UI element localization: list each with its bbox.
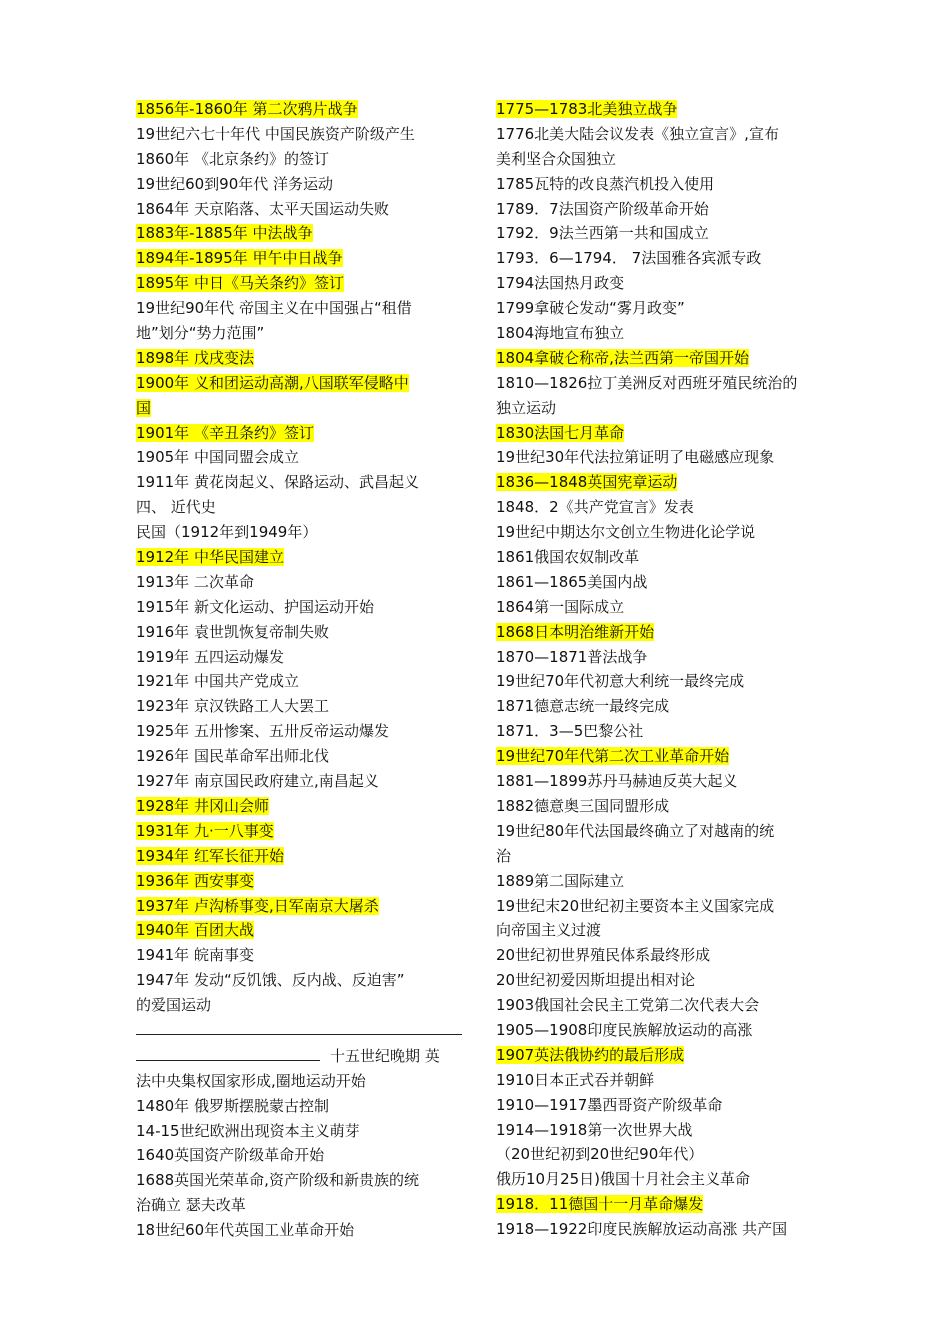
timeline-entry xyxy=(496,819,826,844)
timeline-entry xyxy=(496,445,826,470)
entry-text: 1688英国光荣革命,资产阶级和新贵族的统 xyxy=(136,1171,419,1190)
timeline-entry xyxy=(136,445,466,470)
entry-text: 19世纪70年代初意大利统一最终完成 xyxy=(496,672,745,691)
timeline-entry xyxy=(136,918,466,943)
highlighted-entry-text: 1900年 义和团运动高潮,八国联军侵略中 xyxy=(136,373,409,392)
entry-text: 1776北美大陆会议发表《独立宣言》,宣布 xyxy=(496,124,779,143)
entry-text: 1925年 五卅惨案、五卅反帝运动爆发 xyxy=(136,722,389,741)
entry-text: 民国（1912年到1949年） xyxy=(136,523,318,542)
timeline-entry xyxy=(136,371,466,396)
timeline-entry xyxy=(496,172,826,197)
timeline-entry xyxy=(136,669,466,694)
highlighted-entry-text: 国 xyxy=(136,398,152,417)
entry-text: 1861—1865美国内战 xyxy=(496,572,648,591)
timeline-entry xyxy=(496,346,826,371)
entry-text: 1861俄国农奴制改革 xyxy=(496,548,640,567)
entry-text: 19世纪中期达尔文创立生物进化论学说 xyxy=(496,523,756,542)
entry-text: 1889第二国际建立 xyxy=(496,871,625,890)
timeline-entry xyxy=(496,197,826,222)
entry-text: 20世纪初世界殖民体系最终形成 xyxy=(496,946,711,965)
highlighted-entry-text: 1856年-1860年 第二次鸦片战争 xyxy=(136,100,358,118)
entry-text: 1870—1871普法战争 xyxy=(496,647,648,666)
highlighted-entry-text: 1775—1783北美独立战争 xyxy=(496,100,678,118)
timeline-entry xyxy=(136,943,466,968)
entry-text: 1799拿破仑发动“雾月政变” xyxy=(496,299,685,318)
entry-text: 1915年 新文化运动、护国运动开始 xyxy=(136,597,374,616)
entry-text: 1914—1918第一次世界大战 xyxy=(496,1120,693,1139)
entry-text: 地”划分“势力范围” xyxy=(136,324,265,343)
timeline-entry xyxy=(136,1094,466,1119)
highlighted-entry-text: 1883年-1885年 中法战争 xyxy=(136,224,313,243)
timeline-entry xyxy=(136,794,466,819)
timeline-entry xyxy=(496,595,826,620)
entry-text: 19世纪30年代法拉第证明了电磁感应现象 xyxy=(496,448,775,467)
highlighted-entry-text: 1918．11德国十一月革命爆发 xyxy=(496,1195,704,1214)
timeline-entry xyxy=(496,1018,826,1043)
entry-text: 1903俄国社会民主工党第二次代表大会 xyxy=(496,996,760,1015)
entry-text: 1793．6—1794． 7法国雅各宾派专政 xyxy=(496,249,762,268)
timeline-entry xyxy=(136,993,466,1018)
timeline-entry xyxy=(496,1118,826,1143)
entry-text: 1882德意奥三国同盟形成 xyxy=(496,796,670,815)
timeline-entry xyxy=(136,97,466,122)
entry-text: 1921年 中国共产党成立 xyxy=(136,672,299,691)
entry-text: 1905—1908印度民族解放运动的高涨 xyxy=(496,1020,753,1039)
highlighted-entry-text: 1912年 中华民国建立 xyxy=(136,548,284,567)
entry-text: 1916年 袁世凯恢复帝制失败 xyxy=(136,622,329,641)
entry-text: 18世纪60年代英国工业革命开始 xyxy=(136,1221,355,1240)
timeline-entry xyxy=(136,470,466,495)
entry-text: 1871德意志统一最终完成 xyxy=(496,697,670,716)
timeline-entry xyxy=(496,769,826,794)
timeline-entry xyxy=(496,669,826,694)
timeline-entry xyxy=(136,620,466,645)
timeline-entry xyxy=(496,296,826,321)
entry-text: 19世纪六七十年代 中国民族资产阶级产生 xyxy=(136,124,415,143)
entry-text: 的爱国运动 xyxy=(136,996,212,1015)
highlighted-entry-text: 1937年 卢沟桥事变,日军南京大屠杀 xyxy=(136,896,379,915)
timeline-entry xyxy=(136,744,466,769)
timeline-entry xyxy=(496,246,826,271)
entry-text: 19世纪末20世纪初主要资本主义国家完成 xyxy=(496,896,775,915)
highlighted-entry-text: 1940年 百团大战 xyxy=(136,921,254,940)
entry-text: 美利坚合众国独立 xyxy=(496,149,617,168)
timeline-entry xyxy=(496,918,826,943)
timeline-entry xyxy=(496,1093,826,1118)
entry-text: 19世纪80年代法国最终确立了对越南的统 xyxy=(496,821,775,840)
timeline-entry xyxy=(136,172,466,197)
timeline-entry xyxy=(496,744,826,769)
entry-text: 法中央集权国家形成,圈地运动开始 xyxy=(136,1071,366,1090)
entry-text: 1480年 俄罗斯摆脱蒙古控制 xyxy=(136,1096,329,1115)
entry-text: 1919年 五四运动爆发 xyxy=(136,647,284,666)
timeline-entry xyxy=(136,1069,466,1094)
highlighted-entry-text: 1936年 西安事变 xyxy=(136,871,254,890)
timeline-entry xyxy=(496,844,826,869)
timeline-entry xyxy=(496,620,826,645)
highlighted-entry-text: 1830法国七月革命 xyxy=(496,423,625,442)
entry-text: 1848．2《共产党宣言》发表 xyxy=(496,498,694,517)
timeline-entry xyxy=(136,495,466,520)
timeline-entry xyxy=(136,296,466,321)
entry-text: （20世纪初到20世纪90年代） xyxy=(496,1145,704,1164)
timeline-entry xyxy=(496,645,826,670)
entry-text: 治确立 瑟夫改革 xyxy=(136,1196,246,1215)
entry-text: 1923年 京汉铁路工人大罢工 xyxy=(136,697,329,716)
timeline-entry xyxy=(496,520,826,545)
timeline-entry xyxy=(496,1217,826,1242)
entry-text: 1792．9法兰西第一共和国成立 xyxy=(496,224,709,243)
highlighted-entry-text: 1868日本明治维新开始 xyxy=(496,622,655,641)
entry-text: 1794法国热月政变 xyxy=(496,274,625,293)
timeline-entry xyxy=(496,147,826,172)
timeline-entry xyxy=(136,719,466,744)
entry-text: 20世纪初爱因斯坦提出相对论 xyxy=(496,971,696,990)
highlighted-entry-text: 1907英法俄协约的最后形成 xyxy=(496,1045,685,1064)
timeline-entry xyxy=(136,321,466,346)
timeline-entry xyxy=(136,197,466,222)
timeline-entry xyxy=(496,495,826,520)
highlighted-entry-text: 1895年 中日《马关条约》签订 xyxy=(136,274,344,293)
timeline-entry xyxy=(496,1167,826,1192)
entry-text: 1864年 天京陷落、太平天国运动失败 xyxy=(136,199,389,218)
timeline-entry xyxy=(496,396,826,421)
timeline-entry xyxy=(496,271,826,296)
entry-text: 独立运动 xyxy=(496,398,557,417)
timeline-entry xyxy=(496,545,826,570)
entry-text: 1860年 《北京条约》的签订 xyxy=(136,149,329,168)
timeline-entry xyxy=(496,470,826,495)
entry-text: 1913年 二次革命 xyxy=(136,572,254,591)
separator-line xyxy=(136,1018,462,1035)
timeline-entry xyxy=(496,794,826,819)
timeline-entry xyxy=(136,1044,466,1069)
entry-text: 1927年 南京国民政府建立,南昌起义 xyxy=(136,772,379,791)
timeline-entry xyxy=(496,1043,826,1068)
entry-text: 19世纪60到90年代 洋务运动 xyxy=(136,174,334,193)
timeline-entry xyxy=(136,147,466,172)
timeline-entry xyxy=(496,221,826,246)
timeline-entry xyxy=(136,221,466,246)
entry-text: 1911年 黄花岗起义、保路运动、武昌起义 xyxy=(136,473,419,492)
timeline-entry xyxy=(496,1068,826,1093)
timeline-entry xyxy=(136,421,466,446)
timeline-entry xyxy=(136,694,466,719)
timeline-entry xyxy=(136,1119,466,1144)
timeline-entry xyxy=(496,1142,826,1167)
entry-text: 十五世纪晚期 英 xyxy=(330,1046,440,1065)
entry-text: 四、 近代史 xyxy=(136,498,216,517)
timeline-entry xyxy=(136,346,466,371)
timeline-entry xyxy=(136,769,466,794)
timeline-entry xyxy=(136,894,466,919)
timeline-entry xyxy=(136,396,466,421)
timeline-entry xyxy=(136,819,466,844)
timeline-entry xyxy=(136,645,466,670)
entry-text: 1918—1922印度民族解放运动高涨 共产国 xyxy=(496,1220,788,1239)
timeline-entry xyxy=(136,545,466,570)
entry-text: 治 xyxy=(496,846,512,865)
entry-text: 1810—1826拉丁美洲反对西班牙殖民统治的 xyxy=(496,373,798,392)
timeline-entry xyxy=(496,869,826,894)
timeline-entry xyxy=(136,869,466,894)
timeline-entry xyxy=(136,595,466,620)
timeline-entry xyxy=(136,1143,466,1168)
timeline-entry xyxy=(136,968,466,993)
entry-text: 向帝国主义过渡 xyxy=(496,921,602,940)
timeline-entry xyxy=(136,570,466,595)
entry-text: 1785瓦特的改良蒸汽机投入使用 xyxy=(496,174,715,193)
entry-text: 1941年 皖南事变 xyxy=(136,946,254,965)
entry-text: 1804海地宣布独立 xyxy=(496,324,625,343)
left-column xyxy=(136,97,466,1243)
timeline-entry xyxy=(136,520,466,545)
entry-text: 1910日本正式吞并朝鲜 xyxy=(496,1070,655,1089)
timeline-entry xyxy=(136,1218,466,1243)
entry-text: 1905年 中国同盟会成立 xyxy=(136,448,299,467)
highlighted-entry-text: 1836—1848英国宪章运动 xyxy=(496,473,678,492)
entry-text: 1881—1899苏丹马赫迪反英大起义 xyxy=(496,772,738,791)
entry-text: 1926年 国民革命军出师北伐 xyxy=(136,747,329,766)
entry-text: 14-15世纪欧洲出现资本主义萌芽 xyxy=(136,1121,360,1140)
entry-text: 俄历10月25日)俄国十月社会主义革命 xyxy=(496,1170,751,1189)
highlighted-entry-text: 1804拿破仑称帝,法兰西第一帝国开始 xyxy=(496,348,749,367)
timeline-entry xyxy=(496,968,826,993)
highlighted-entry-text: 1931年 九·一八事变 xyxy=(136,821,274,840)
timeline-entry xyxy=(496,122,826,147)
timeline-entry xyxy=(136,1193,466,1218)
right-column xyxy=(496,97,826,1242)
timeline-entry xyxy=(496,719,826,744)
timeline-entry xyxy=(496,371,826,396)
timeline-entry xyxy=(496,421,826,446)
timeline-entry xyxy=(496,943,826,968)
entry-text: 19世纪90年代 帝国主义在中国强占“租借 xyxy=(136,299,412,318)
timeline-entry xyxy=(136,844,466,869)
timeline-entry xyxy=(136,1168,466,1193)
entry-text: 1640英国资产阶级革命开始 xyxy=(136,1146,325,1165)
fill-in-blank-line xyxy=(136,1048,320,1061)
timeline-entry xyxy=(496,1192,826,1217)
timeline-entry xyxy=(496,694,826,719)
timeline-entry xyxy=(496,321,826,346)
entry-text: 1864第一国际成立 xyxy=(496,597,625,616)
entry-text: 1947年 发动“反饥饿、反内战、反迫害” xyxy=(136,971,405,990)
highlighted-entry-text: 1894年-1895年 甲午中日战争 xyxy=(136,249,343,268)
timeline-entry xyxy=(136,122,466,147)
entry-text: 1910—1917墨西哥资产阶级革命 xyxy=(496,1095,723,1114)
highlighted-entry-text: 19世纪70年代第二次工业革命开始 xyxy=(496,747,730,766)
entry-text: 1871．3—5巴黎公社 xyxy=(496,722,644,741)
highlighted-entry-text: 1934年 红军长征开始 xyxy=(136,846,284,865)
highlighted-entry-text: 1928年 井冈山会师 xyxy=(136,796,269,815)
timeline-entry xyxy=(496,894,826,919)
highlighted-entry-text: 1901年 《辛丑条约》签订 xyxy=(136,423,314,442)
timeline-entry xyxy=(136,271,466,296)
timeline-entry xyxy=(496,570,826,595)
timeline-entry xyxy=(136,246,466,271)
highlighted-entry-text: 1898年 戊戌变法 xyxy=(136,348,254,367)
entry-text: 1789．7法国资产阶级革命开始 xyxy=(496,199,709,218)
timeline-entry xyxy=(496,993,826,1018)
timeline-entry xyxy=(496,97,826,122)
